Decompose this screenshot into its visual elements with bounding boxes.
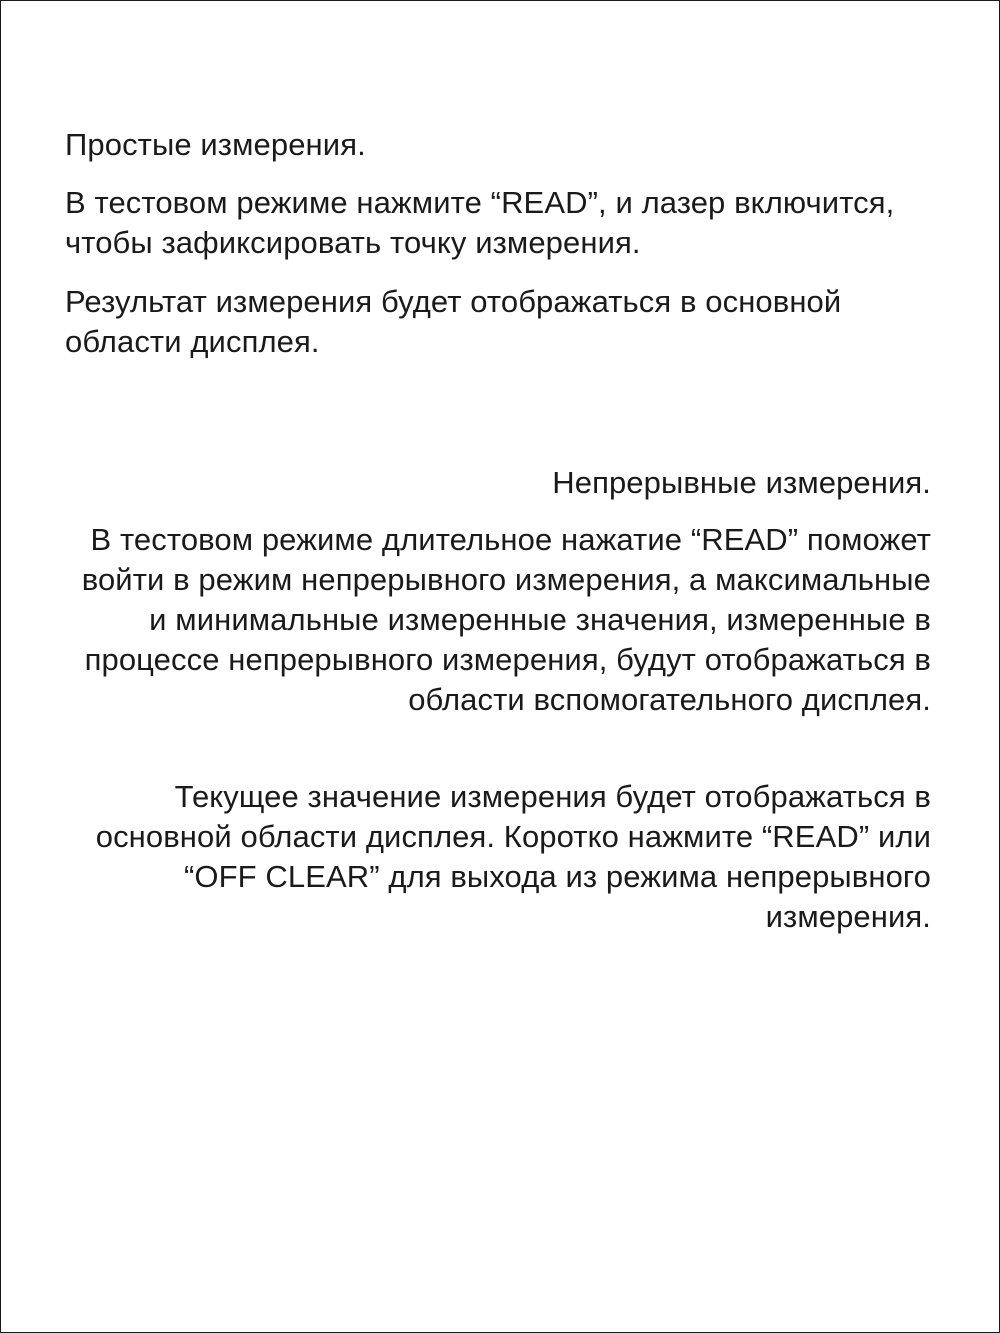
simple-measurement-heading-text: Простые измерения.: [65, 127, 366, 162]
continuous-measurement-heading-text: Непрерывные измерения.: [552, 465, 931, 500]
simple-measurement-paragraph-2: [65, 282, 939, 362]
simple-measurement-heading: [65, 125, 939, 165]
continuous-measurement-paragraph-1-text: В тестовом режиме длительное нажатие “READ” поможет войти в режим непрерывного измерения, а максимальные и минимальные измеренные значения, измеренные в процессе непрерывного измерения, будут отображаться в области вспомогательного дисплея.: [81, 522, 931, 717]
continuous-measurement-heading: [57, 463, 931, 503]
continuous-measurement-paragraph-2-text: Текущее значение измерения будет отображаться в основной области дисплея. Коротко нажмите “READ” или “OFF CLEAR” для выхода из режима непрерывного измерения.: [95, 779, 931, 934]
simple-measurement-paragraph-1-text: В тестовом режиме нажмите “READ”, и лазер включится, чтобы зафиксировать точку измерения.: [65, 185, 895, 260]
continuous-measurement-paragraph-1: [57, 520, 931, 720]
simple-measurement-paragraph-2-text: Результат измерения будет отображаться в основной области дисплея.: [65, 284, 842, 359]
continuous-measurement-paragraph-2: [57, 777, 931, 937]
simple-measurement-paragraph-1: [65, 183, 939, 263]
